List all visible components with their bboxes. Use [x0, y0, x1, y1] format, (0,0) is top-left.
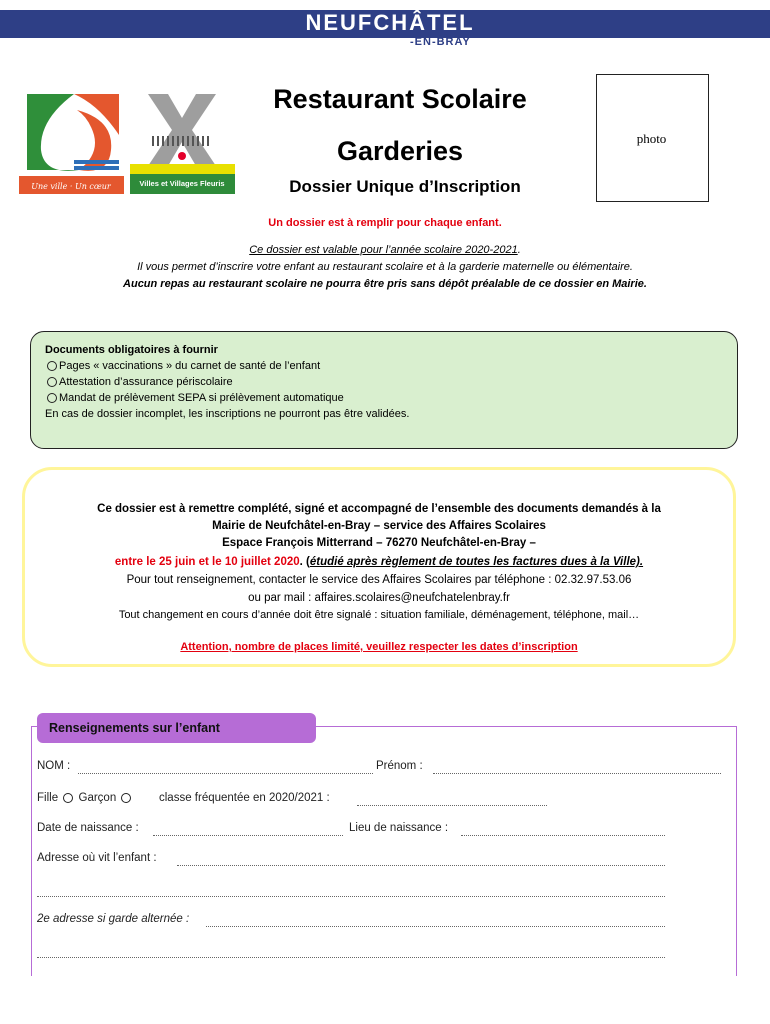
- garcon-label: Garçon: [78, 792, 117, 804]
- child-info-tab: Renseignements sur l’enfant: [37, 713, 316, 743]
- submission-dates: [22, 556, 736, 568]
- attention-notice: Attention, nombre de places limité, veuillez respecter les dates d’inscription: [180, 641, 578, 653]
- nom-label: NOM :: [37, 760, 71, 772]
- nom-input[interactable]: [78, 772, 373, 774]
- gender-row: [37, 792, 133, 804]
- contact-mail-line[interactable]: ou par mail : affaires.scolaires@neufchatelenbray.fr: [248, 592, 510, 604]
- submission-line-2: Mairie de Neufchâtel-en-Bray – service des Affaires Scolaires: [212, 520, 546, 532]
- circle-icon: [47, 361, 57, 371]
- submission-dates-note: étudié après règlement de toutes les factures dues à la Ville).: [309, 556, 644, 568]
- page-subtitle: Garderies: [336, 136, 464, 166]
- submission-line-1: Ce dossier est à remettre complété, signé et accompagné de l’ensemble des documents demandés à la: [97, 503, 661, 515]
- naissance-input[interactable]: [153, 834, 343, 836]
- validity-line: [0, 244, 770, 256]
- brand-title: NEUFCHÂTEL: [305, 10, 475, 35]
- circle-icon: [47, 377, 57, 387]
- fille-radio[interactable]: [63, 793, 73, 803]
- validity-underlined: Ce dossier est valable pour l’année scolaire 2020-2021: [249, 244, 518, 256]
- documents-item: [45, 358, 723, 374]
- permit-line: Il vous permet d’inscrire votre enfant au restaurant scolaire et à la garderie maternelle ou élémentaire.: [137, 261, 633, 273]
- no-meal-warning: Aucun repas au restaurant scolaire ne pourra être pris sans dépôt préalable de ce dossier en Mairie.: [123, 278, 647, 290]
- validity-tail: .: [517, 244, 521, 256]
- lieu-input[interactable]: [461, 834, 665, 836]
- adresse2-input[interactable]: [206, 925, 665, 927]
- prenom-input[interactable]: [433, 772, 721, 774]
- submission-dates-red: entre le 25 juin et le 10 juillet 2020: [114, 556, 300, 568]
- page-title: Restaurant Scolaire: [273, 84, 527, 114]
- contact-phone-line: Pour tout renseignement, contacter le service des Affaires Scolaires par téléphone : 02.32.97.53.06: [126, 574, 632, 586]
- documents-item: [45, 374, 723, 390]
- garcon-radio[interactable]: [121, 793, 131, 803]
- adresse-input-line-2[interactable]: [37, 895, 665, 897]
- documents-item-label: Pages « vaccinations » du carnet de santé de l’enfant: [59, 360, 321, 372]
- classe-input[interactable]: [357, 804, 547, 806]
- adresse2-label: 2e adresse si garde alternée :: [37, 913, 190, 925]
- documents-heading: Documents obligatoires à fournir: [45, 344, 218, 356]
- documents-item-label: Mandat de prélèvement SEPA si prélèvement automatique: [59, 392, 344, 404]
- circle-icon: [47, 393, 57, 403]
- villes-fleuris-text: Villes et Villages Fleuris: [139, 179, 225, 188]
- submission-line-3: Espace François Mitterrand – 76270 Neufchâtel-en-Bray –: [222, 537, 536, 549]
- page-tertiary-title: Dossier Unique d’Inscription: [289, 177, 521, 196]
- adresse-input[interactable]: [177, 864, 665, 866]
- town-logo: [19, 90, 124, 194]
- fille-label: Fille: [37, 792, 59, 804]
- submission-dates-mid: . (: [299, 556, 310, 568]
- documents-item: [45, 390, 723, 406]
- change-notice: Tout changement en cours d’année doit être signalé : situation familiale, déménagement, téléphone, mail…: [118, 609, 640, 621]
- required-documents-box: [30, 331, 738, 449]
- villes-fleuris-logo: [130, 90, 235, 194]
- red-notice: Un dossier est à remplir pour chaque enfant.: [268, 217, 502, 229]
- brand-subtitle: -EN-BRAY: [410, 36, 471, 48]
- documents-item-label: Attestation d’assurance périscolaire: [59, 376, 233, 388]
- lieu-label: Lieu de naissance :: [349, 822, 449, 834]
- documents-note: En cas de dossier incomplet, les inscriptions ne pourront pas être validées.: [45, 408, 410, 420]
- adresse2-input-line-2[interactable]: [37, 956, 665, 958]
- photo-label: photo: [636, 131, 667, 146]
- adresse-label: Adresse où vit l’enfant :: [37, 852, 157, 864]
- naissance-label: Date de naissance :: [37, 822, 139, 834]
- classe-label: classe fréquentée en 2020/2021 :: [159, 792, 330, 804]
- prenom-label: Prénom :: [376, 760, 423, 772]
- town-logo-caption: Une ville · Un cœur: [31, 182, 111, 191]
